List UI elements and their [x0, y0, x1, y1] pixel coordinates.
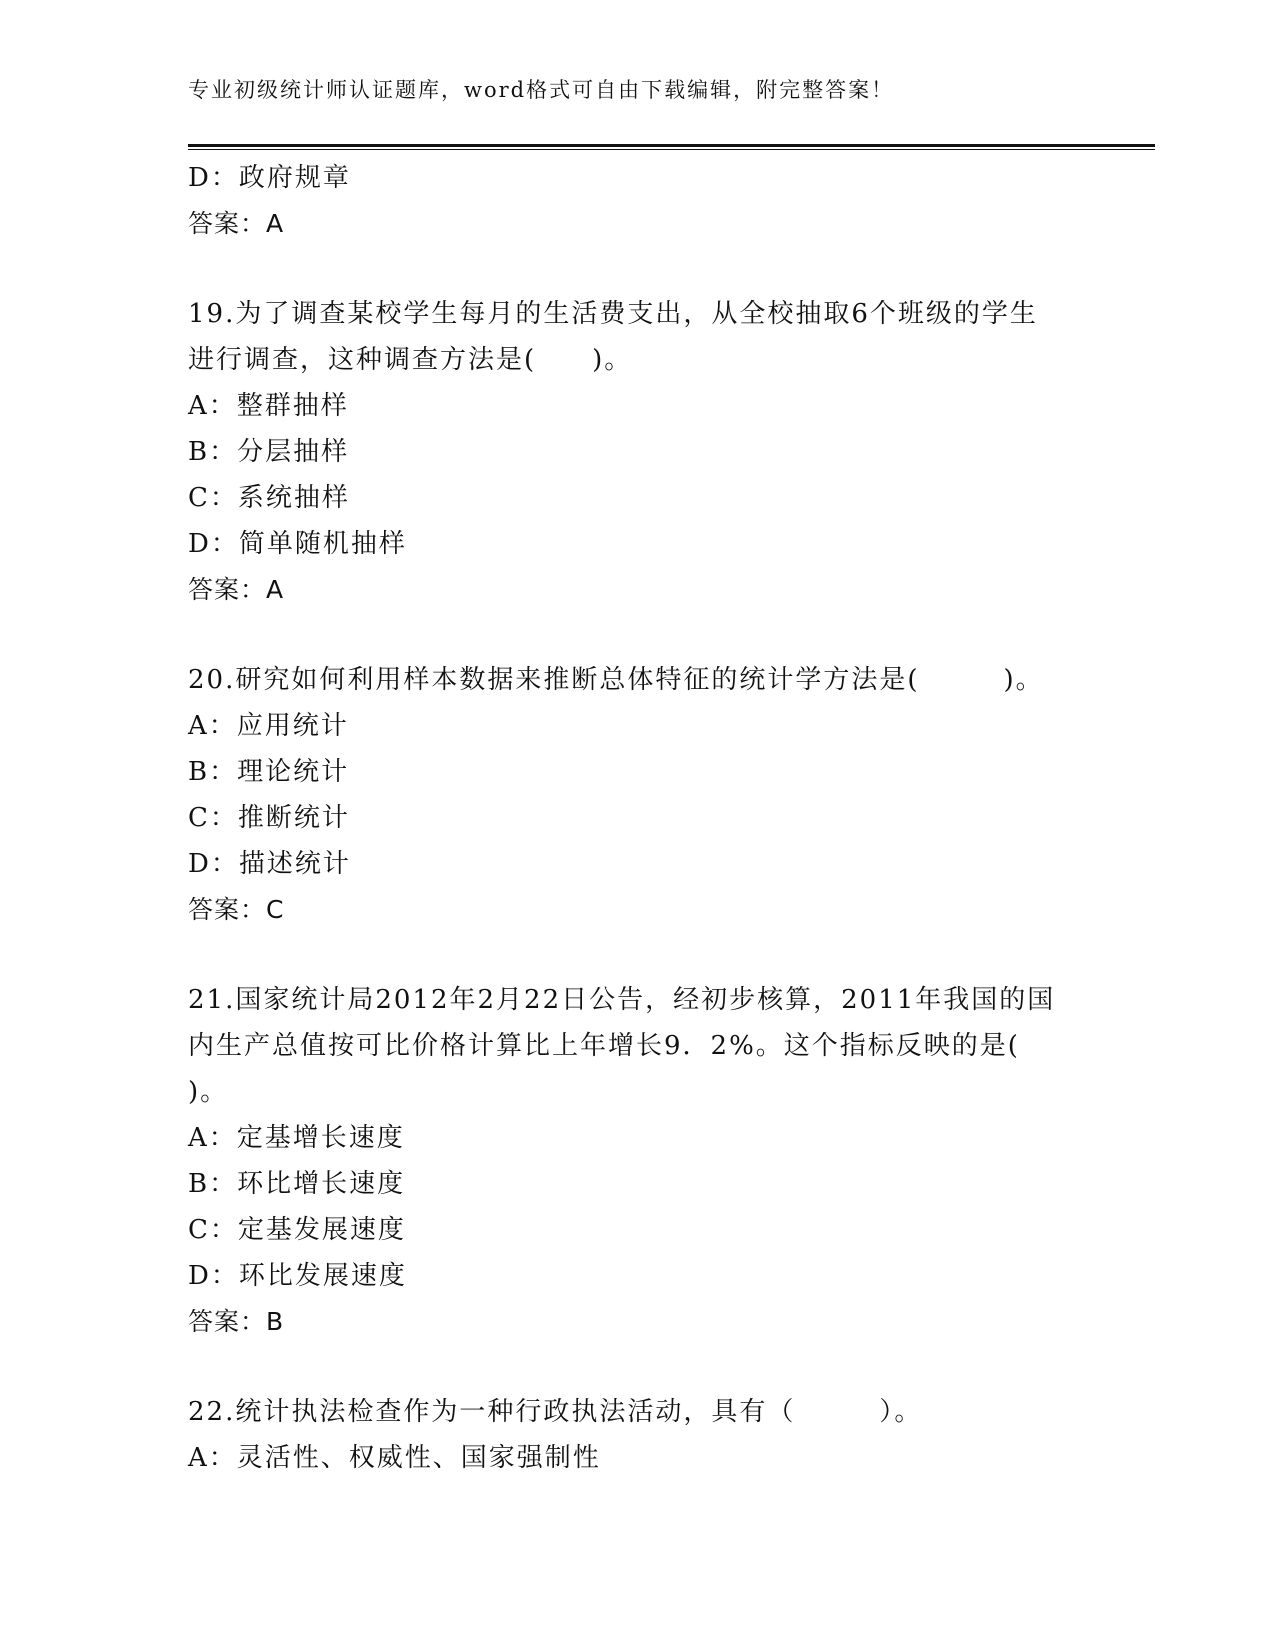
answer: 答案：B — [188, 1307, 285, 1336]
page-header: 专业初级统计师认证题库，word格式可自由下载编辑，附完整答案！ — [188, 78, 895, 102]
answer: 答案：A — [188, 209, 285, 238]
question-22-text-line1: 22.统计执法检查作为一种行政执法活动，具有（ ）。 — [188, 1397, 923, 1427]
spacer — [188, 613, 1098, 657]
spacer — [188, 933, 1098, 977]
question-19-text-line1: 19.为了调查某校学生每月的生活费支出，从全校抽取6个班级的学生 — [188, 299, 1038, 329]
option-a: A：应用统计 — [188, 711, 349, 741]
option-a: A：定基增长速度 — [188, 1123, 405, 1153]
spacer — [188, 247, 1098, 291]
option-b: B：理论统计 — [188, 757, 350, 787]
option-a: A：整群抽样 — [188, 391, 349, 421]
option-d: D：环比发展速度 — [188, 1261, 407, 1291]
question-20-text-line1: 20.研究如何利用样本数据来推断总体特征的统计学方法是( )。 — [188, 665, 1044, 695]
header-divider-thin — [188, 149, 1155, 150]
option-b: B：分层抽样 — [188, 437, 350, 467]
option-c: C：系统抽样 — [188, 483, 350, 513]
question-21-text-line3: )。 — [188, 1077, 229, 1107]
question-21-text-line1: 21.国家统计局2012年2月22日公告，经初步核算，2011年我国的国 — [188, 985, 1056, 1015]
spacer — [188, 1345, 1098, 1389]
option-d: D：简单随机抽样 — [188, 529, 407, 559]
option-b: B：环比增长速度 — [188, 1169, 406, 1199]
question-19-text-line2: 进行调查，这种调查方法是( )。 — [188, 345, 633, 375]
option-c: C：推断统计 — [188, 803, 350, 833]
option-a: A：灵活性、权威性、国家强制性 — [188, 1443, 601, 1473]
option-c: C：定基发展速度 — [188, 1215, 406, 1245]
answer: 答案：A — [188, 575, 285, 604]
option-d: D：描述统计 — [188, 849, 351, 879]
question-list — [188, 155, 1098, 1481]
header-divider-thick — [188, 144, 1155, 147]
question-21-text-line2: 内生产总值按可比价格计算比上年增长9．2%。这个指标反映的是( — [188, 1031, 1020, 1061]
answer: 答案：C — [188, 895, 285, 924]
option-d: D：政府规章 — [188, 163, 351, 193]
